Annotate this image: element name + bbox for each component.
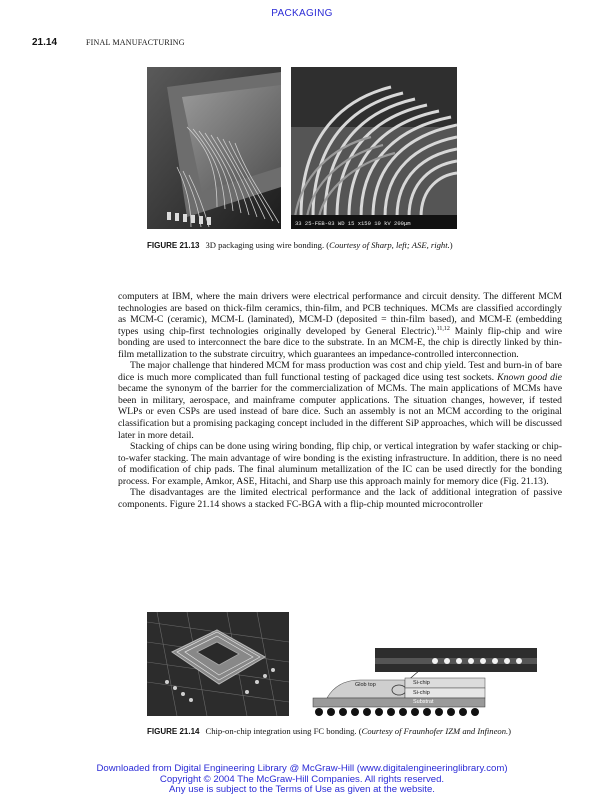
figure-21-14-credit: Courtesy of Fraunhofer IZM and Infineon.: [361, 726, 509, 736]
paragraph: The disadvantages are the limited electrical performance and the lack of additional integration of passive components. Figure 21.14 shows a stacked FC-BGA with a flip-chip mounted microcontroller: [118, 487, 562, 510]
footer-download-link[interactable]: Downloaded from Digital Engineering Library @ McGraw-Hill (www.digitalengineeringlibrary.com): [96, 763, 508, 774]
download-footer: [0, 764, 604, 796]
sem-scale-bar-text: 33 25-FEB-03 WD 15 x150 10 kV 200μm: [295, 220, 411, 227]
footer-copyright: Copyright © 2004 The McGraw-Hill Companies. All rights reserved.: [159, 773, 445, 785]
label-glob-top: Glob top: [355, 682, 376, 688]
label-si-chip-upper: Si-chip: [413, 680, 430, 686]
figure-21-13-credit: Courtesy of Sharp, left; ASE, right.: [329, 240, 450, 250]
label-si-chip-lower: Si-chip: [413, 690, 430, 696]
page-number: 21.14: [32, 37, 58, 48]
section-banner: PACKAGING: [271, 8, 333, 19]
running-title: FINAL MANUFACTURING: [86, 38, 185, 47]
figure-21-14-cross-section: [305, 648, 537, 720]
figure-21-14-caption: FIGURE 21.14 Chip-on-chip integration using FC bonding. (Courtesy of Fraunhofer IZM and Infineon.): [147, 726, 512, 736]
label-substrat: Substrat: [413, 699, 434, 705]
figure-21-14-label: FIGURE 21.14: [147, 727, 200, 736]
figure-21-13-right-photo: [291, 67, 457, 229]
figure-21-14-left-photo: [147, 612, 289, 716]
figure-21-13-left-photo: [147, 67, 281, 229]
paragraph: The major challenge that hindered MCM for mass production was cost and chip yield. Test and burn-in of bare dice is much more complicated than full functional testing of packaged dice using test sockets. Known good die became the synonym of the barrier for the commercialization of MCMs. The main applications of MCMs have been in military, aerospace, and mainframe computer applications. The situation changes, however, if tested WLPs or even CSPs are used instead of bare dice. Such an assembly is not an MCM according to the original classification but a promising packaging concept included in the different SiP approaches, which will be discussed later in more detail.: [118, 360, 562, 441]
paragraph: computers at IBM, where the main drivers were electrical performance and circuit density. The different MCM technologies are based on thick-film ceramics, thin-film, and PCB techniques. MCMs are classified accordingly as MCM-C (ceramic), MCM-L (laminated), MCM-D (deposited = thin-film based), and MCM-E (embedding types using chip-first technologies originally developed by General Electric).$^{11,12}$ Mainly flip-chip and wire bonding are used to interconnect the bare dice to the substrate. In an MCM-E, the chip is directly linked by thin-film metallization to the substrate circuitry, which guarantees an impedance-controlled interconnection.: [118, 291, 563, 360]
body-text: [118, 291, 562, 510]
figure-21-13-caption: FIGURE 21.13 3D packaging using wire bonding. (Courtesy of Sharp, left; ASE, right.): [147, 240, 453, 250]
figure-21-13-label: FIGURE 21.13: [147, 241, 200, 250]
footer-terms-link[interactable]: Any use is subject to the Terms of Use as given at the website.: [169, 784, 435, 796]
paragraph: Stacking of chips can be done using wiring bonding, flip chip, or vertical integration by wafer stacking or chip-to-wafer stacking. The main advantage of wire bonding is the existing infrastructure. In addition, there is no need of modification of chip pads. The final aluminum metallization of the IC can be used directly for the bonding process. For example, Amkor, ASE, Hitachi, and Sharp use this approach mainly for memory dice (Fig. 21.13).: [118, 441, 562, 487]
